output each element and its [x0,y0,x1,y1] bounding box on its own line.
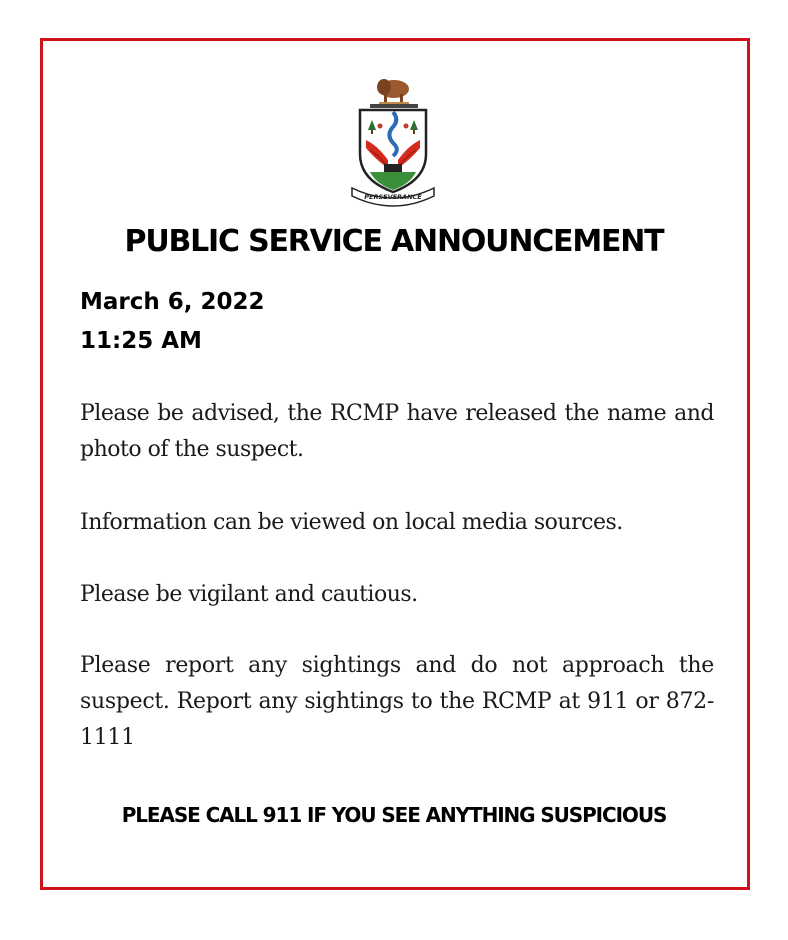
page-title: PUBLIC SERVICE ANNOUNCEMENT [124,224,664,259]
bison-icon [377,79,409,105]
body-paragraph-1: Please be advised, the RCMP have released the name and photo of the suspect. [80,401,714,462]
footer-notice: PLEASE CALL 911 IF YOU SEE ANYTHING SUSPICIOUS [121,803,667,827]
body-paragraph-2: Information can be viewed on local media sources. [80,510,623,535]
body-paragraph-4: Please report any sightings and do not approach the suspect. Report any sightings to the RCMP at 911 or 872-1111 [80,653,714,750]
body-paragraph-3: Please be vigilant and cautious. [80,582,418,607]
crest-motto: PERSEVERANCE [364,193,422,201]
announcement-date: March 6, 2022 [80,289,265,315]
announcement-time: 11:25 AM [80,328,202,354]
municipal-crest-icon [348,76,438,208]
